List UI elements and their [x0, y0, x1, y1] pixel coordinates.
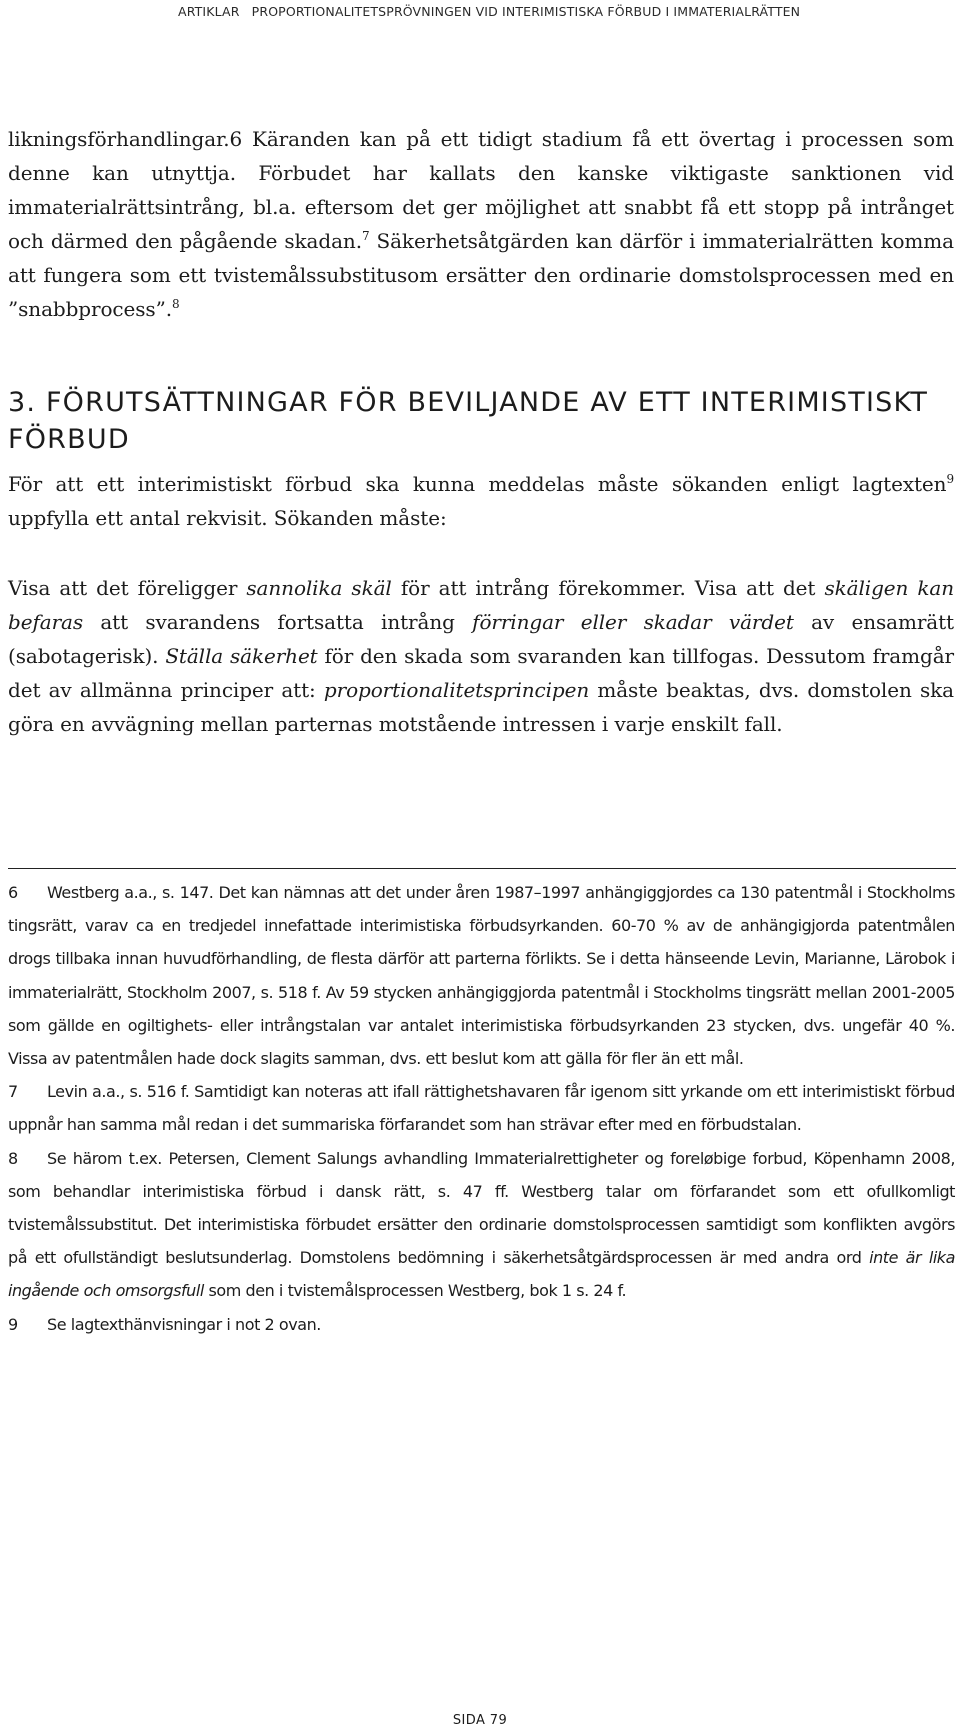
footnote-text: Se lagtexthänvisningar i not 2 ovan.: [47, 1314, 321, 1334]
footnote-6: [8, 876, 955, 1075]
requirements-emphasis-2: skäligen kan befaras: [8, 576, 955, 634]
footnote-ref-9[interactable]: 9: [946, 472, 954, 486]
footnote-text-after: som den i tvistemålsprocessen Westberg, bok 1 s. 24 f.: [203, 1281, 627, 1301]
requirements-text-4: av ensamrätt (sabotagerisk).: [8, 610, 954, 668]
requirements-emphasis-5: proportionalitetsprincipen: [323, 678, 590, 702]
footnote-number: 6: [8, 883, 18, 902]
running-head-title: PROPORTIONALITETSPRÖVNINGEN VID INTERIMISTISKA FÖRBUD I IMMATERIALRÄTTEN: [251, 4, 801, 19]
requirements-text-1: Visa att det föreligger: [8, 576, 247, 600]
section-heading: 3. FÖRUTSÄTTNINGAR FÖR BEVILJANDE AV ETT INTERIMISTISKT FÖRBUD: [8, 387, 929, 455]
footnote-8: [8, 1142, 955, 1308]
page-number: SIDA 79: [452, 1713, 508, 1728]
footnote-7: [8, 1075, 955, 1141]
requirements-emphasis-4: Ställa säkerhet: [165, 644, 318, 668]
requirements-text-5: för den skada som svaranden kan tillfogas. Dessutom framgår det av allmänna principer att:: [8, 644, 954, 702]
requirements-text-3: att svarandens fortsatta intrång: [83, 610, 473, 634]
intro-paragraph: [8, 122, 954, 326]
footnote-number: 7: [8, 1082, 18, 1102]
requirements-lead-part1: För att ett interimistiskt förbud ska kunna meddelas måste sökanden enligt lagtexten: [8, 472, 947, 496]
intro-text-part1: likningsförhandlingar.6 Käranden kan på ett tidigt stadium få ett övertag i processen som denne kan utnyttja. Förbudet har kallats den kanske viktigaste sanktionen vid immaterialrättsintrång, bl.a. eftersom det ger möjlighet att snabbt få ett stopp på intrånget och därmed den pågående skadan.: [8, 127, 954, 253]
footnote-9: [8, 1308, 955, 1341]
footnote-number: 8: [8, 1148, 18, 1168]
requirements-lead-paragraph: [8, 467, 954, 535]
footnote-ref-8[interactable]: 8: [171, 297, 180, 311]
intro-text-part2: Säkerhetsåtgärden kan därför i immaterialrätten komma att fungera som ett tvistemålssubstitusom ersätter den ordinarie domstolsprocessen med en ”snabbprocess”.: [8, 229, 954, 321]
running-head: [178, 4, 808, 19]
footnote-text: Westberg a.a., s. 147. Det kan nämnas att det under åren 1987–1997 anhängiggjordes ca 130 patentmål i Stockholms tingsrätt, varav ca en tredjedel innefattade interimistiska förbudsyrkanden. 60-70 % av de anhängigjorda patentmålen drogs tillbaka innan huvudförhandling, de flesta därför att parterna förlikts. Se i detta hänseende Levin, Marianne, Lärobok i immaterialrätt, Stockholm 2007, s. 518 f. Av 59 stycken anhängiggjorda patentmål i Stockholms tingsrätt mellan 2001-2005 som gällde en ogiltighets- eller intrångstalan var antalet interimistiska förbudsyrkanden 23 stycken, dvs. ungefär 40 %. Vissa av patentmålen hade dock slagits samman, dvs. ett beslut kom att gälla för fler än ett mål.: [8, 883, 955, 1069]
requirements-text-2: för att intrång förekommer. Visa att det: [391, 576, 825, 600]
requirements-emphasis-3: förringar eller skadar värdet: [472, 610, 794, 634]
footnote-divider: [8, 868, 956, 869]
footnote-text: Se härom t.ex. Petersen, Clement Salungs avhandling Immaterialrettigheter og foreløbige forbud, Köpenhamn 2008, som behandlar interimistiska förbud i dansk rätt, s. 47 ff. Westberg talar om förfarandet som ett ofullkomligt tvistemålssubstitut. Det interimistiska förbudet ersätter den ordinarie domstolsprocessen samtidigt som konflikten avgörs på ett ofullständigt beslutsunderlag. Domstolens bedömning i säkerhetsåtgärdsprocessen är med andra ord: [8, 1148, 955, 1268]
footnote-ref-7[interactable]: 7: [361, 229, 370, 243]
requirements-emphasis-1: sannolika skäl: [246, 576, 392, 600]
requirements-text-6: måste beaktas, dvs. domstolen ska göra en avvägning mellan parternas motstående intressen i varje enskilt fall.: [8, 678, 954, 736]
footnote-text: Levin a.a., s. 516 f. Samtidigt kan noteras att ifall rättighetshavaren får igenom sitt yrkande om ett interimistiskt förbud uppnår han samma mål redan i det summariska förfarandet som han strävar efter med en förbudstalan.: [8, 1082, 955, 1135]
requirements-lead-part2: uppfylla ett antal rekvisit. Sökanden måste:: [8, 506, 447, 530]
running-head-section: ARTIKLAR: [178, 4, 240, 19]
footnote-emphasis: inte är lika ingående och omsorgsfull: [8, 1248, 955, 1301]
footnotes: [8, 876, 955, 1341]
footnote-number: 9: [8, 1314, 18, 1334]
requirements-paragraph: [8, 571, 954, 741]
